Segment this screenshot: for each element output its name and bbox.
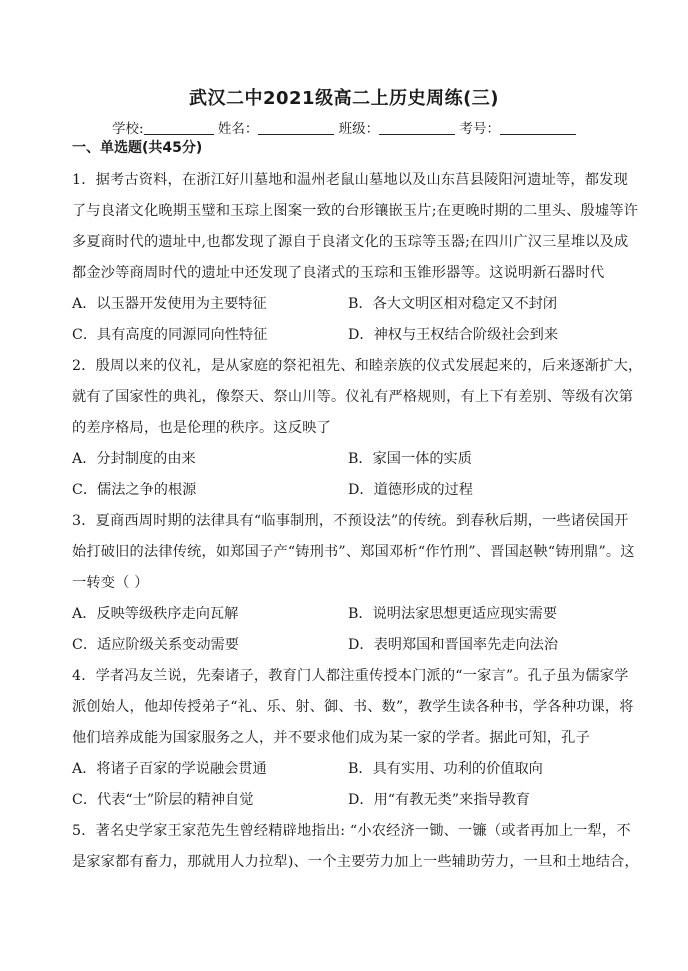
section-title: 一、单选题(共45分) — [72, 140, 203, 156]
q3-stem-line: 始打破旧的法律传统，如郑国子产“铸刑书”、郑国邓析“作竹刑”、晋国赵鞅“铸刑鼎”。这 — [72, 544, 635, 560]
q1-stem-line: 都金沙等商周时代的遗址中还发现了良渚式的玉琮和玉锥形器等。这说明新石器时代 — [72, 265, 605, 281]
school-blank — [144, 120, 214, 135]
q3-stem-line: 3．夏商西周时期的法律具有“临事制刑，不预设法”的传统。到春秋后期，一些诸侯国开 — [72, 513, 629, 529]
q1-stem-line: 1．据考古资料，在浙江好川墓地和温州老鼠山墓地以及山东莒县陵阳河遗址等，都发现 — [72, 172, 628, 188]
q4-option-b: B．具有实用、功利的价值取向 — [348, 761, 543, 777]
q4-option-a: A．将诸子百家的学说融会贯通 — [72, 761, 267, 777]
q1-option-b: B．各大文明区相对稳定又不封闭 — [348, 296, 558, 312]
q5-stem-line: 5．著名史学家王家范先生曾经精辟地指出: “小农经济一锄、一镰（或者再加上一犁，不 — [72, 823, 631, 839]
q4-option-d: D．用“有教无类”来指导教育 — [348, 792, 530, 808]
q2-stem-line: 的差序格局，也是伦理的秩序。这反映了 — [72, 420, 331, 436]
q1-stem-line: 多夏商时代的遗址中,也都发现了源自于良渚文化的玉琮等玉器;在四川广汉三星堆以及成 — [72, 234, 629, 250]
q2-option-b: B．家国一体的实质 — [348, 451, 472, 467]
q3-option-c: C．适应阶级关系变动需要 — [72, 637, 239, 653]
q2-option-c: C．儒法之争的根源 — [72, 482, 197, 498]
q4-stem-line: 4．学者冯友兰说，先秦诸子，教育门人都注重传授本门派的“一家言”。孔子虽为儒家学 — [72, 668, 629, 684]
q1-option-c: C．具有高度的同源同向性特征 — [72, 327, 268, 343]
q4-stem-line: 派创始人，他却传授弟子“礼、乐、射、御、书、数”，教学生读各种书，学各种功课，将 — [72, 699, 634, 715]
q4-stem-line: 他们培养成能为国家服务之人，并不要求他们成为某一家的学者。据此可知，孔子 — [72, 730, 590, 746]
class-blank — [379, 120, 455, 135]
q3-option-b: B．说明法家思想更适应现实需要 — [348, 606, 558, 622]
q1-option-a: A．以玉器开发使用为主要特征 — [72, 296, 267, 312]
page-title: 武汉二中2021级高二上历史周练(三) — [188, 88, 500, 109]
number-label: 考号： — [459, 121, 500, 137]
school-label: 学校: — [112, 121, 144, 137]
q3-option-a: A．反映等级秩序走向瓦解 — [72, 606, 239, 622]
q1-stem-line: 了与良渚文化晚期玉璧和玉琮上图案一致的台形镶嵌玉片;在更晚时期的二里头、殷墟等许 — [72, 203, 639, 219]
q2-stem-line: 2．殷周以来的仪礼，是从家庭的祭祀祖先、和睦亲族的仪式发展起来的，后来逐渐扩大， — [72, 358, 643, 374]
name-label: 姓名： — [217, 121, 259, 137]
q1-option-d: D．神权与王权结合阶级社会到来 — [348, 327, 559, 343]
q3-stem-line: 一转变（ ） — [72, 575, 149, 591]
name-blank — [258, 120, 334, 135]
student-info-row — [112, 117, 576, 137]
class-label: 班级： — [338, 121, 380, 137]
q2-option-a: A．分封制度的由来 — [72, 451, 196, 467]
q2-option-d: D．道德形成的过程 — [348, 482, 473, 498]
q4-option-c: C．代表“士”阶层的精神自觉 — [72, 792, 254, 808]
q3-option-d: D．表明郑国和晋国率先走向法治 — [348, 637, 559, 653]
number-blank — [500, 120, 576, 135]
q5-stem-line: 是家家都有畜力，那就用人力拉犁)、一个主要劳力加上一些辅助劳力，一旦和土地结合， — [72, 854, 639, 870]
q2-stem-line: 就有了国家性的典礼，像祭天、祭山川等。仪礼有严格规则，有上下有差别、等级有次第 — [72, 389, 634, 405]
